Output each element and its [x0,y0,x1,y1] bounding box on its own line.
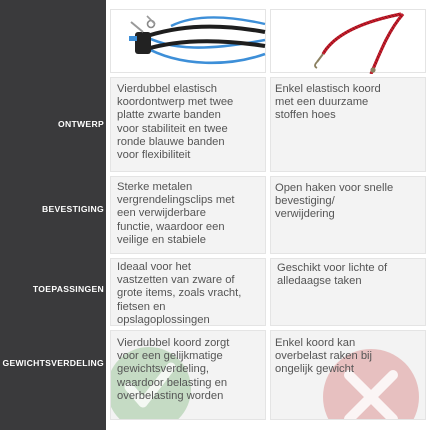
right-toepassingen-text [277,262,387,288]
row-label-bevestiging: BEVESTIGING [41,204,104,214]
right-gewichtsverdeling-text [275,337,372,377]
text-line: overbelasting worden [117,389,224,402]
left-toepassingen-text [117,261,241,327]
text-line: Vierdubbel koord zorgt [117,337,230,349]
left-cell-ontwerp [110,77,266,172]
right-cell-bevestiging [270,176,426,254]
text-line: functie, waardoor een [117,220,225,233]
left-gewichtsverdeling-text [117,337,229,403]
right-cell-ontwerp [270,77,426,172]
text-line: Ideaal voor het [117,261,192,273]
left-cell-bevestiging [110,176,266,254]
text-line: een verwijderbare [117,207,206,220]
text-line: veilige en stabiele [117,233,206,246]
right-cell-toepassingen [270,258,426,326]
text-line: voor stabiliteit en twee [117,122,228,135]
right-bevestiging-text [275,182,393,222]
row-label-toepassingen: TOEPASSINGEN [32,284,104,294]
text-line: Vierdubbel elastisch [117,83,217,95]
right-ontwerp-text [275,83,381,123]
text-line: stoffen hoes [275,109,336,122]
row-label-gewichtsverdeling: GEWICHTSVERDELING [2,358,104,368]
text-line: voor flexibiliteit [117,149,191,162]
text-line: verwijdering [275,208,335,221]
text-line: vastzetten van zware of [117,274,235,287]
left-ontwerp-text [117,83,233,162]
text-line: Geschikt voor lichte of [277,262,388,274]
text-line: ongelijk gewicht [275,363,354,376]
left-cell-toepassingen [110,258,266,326]
text-line: koordontwerp met twee [117,96,234,109]
text-line: ronde blauwe banden [117,135,225,148]
text-line: platte zwarte banden [117,109,221,122]
text-line: Sterke metalen [117,181,193,193]
text-line: alledaagse taken [277,275,362,288]
text-line: Open haken voor snelle [275,182,394,194]
text-line: Enkel elastisch koord [275,83,381,95]
left-product-image-panel [110,9,266,73]
left-bevestiging-text [117,181,235,247]
text-line: voor een gelijkmatige [117,350,223,363]
quad-bungee-cord-image [111,10,267,74]
text-line: Enkel koord kan [275,337,356,349]
left-cell-gewichtsverdeling [110,330,266,420]
text-line: bevestiging/ [275,195,335,208]
text-line: opslagoplossingen [117,313,210,326]
text-line: overbelast raken bij [275,350,373,363]
text-line: fietsen en [117,300,166,313]
right-cell-gewichtsverdeling [270,330,426,420]
single-red-bungee-cord-image [271,10,427,74]
text-line: met een duurzame [275,96,369,109]
row-label-ontwerp: ONTWERP [57,119,104,129]
text-line: gewichtsverdeling, [117,363,210,376]
right-product-image-panel [270,9,426,73]
text-line: waardoor belasting en [117,376,228,389]
text-line: vergrendelingsclips met [117,194,235,207]
text-line: grote items, zoals vracht, [117,287,242,300]
row-labels-sidebar [0,0,106,430]
